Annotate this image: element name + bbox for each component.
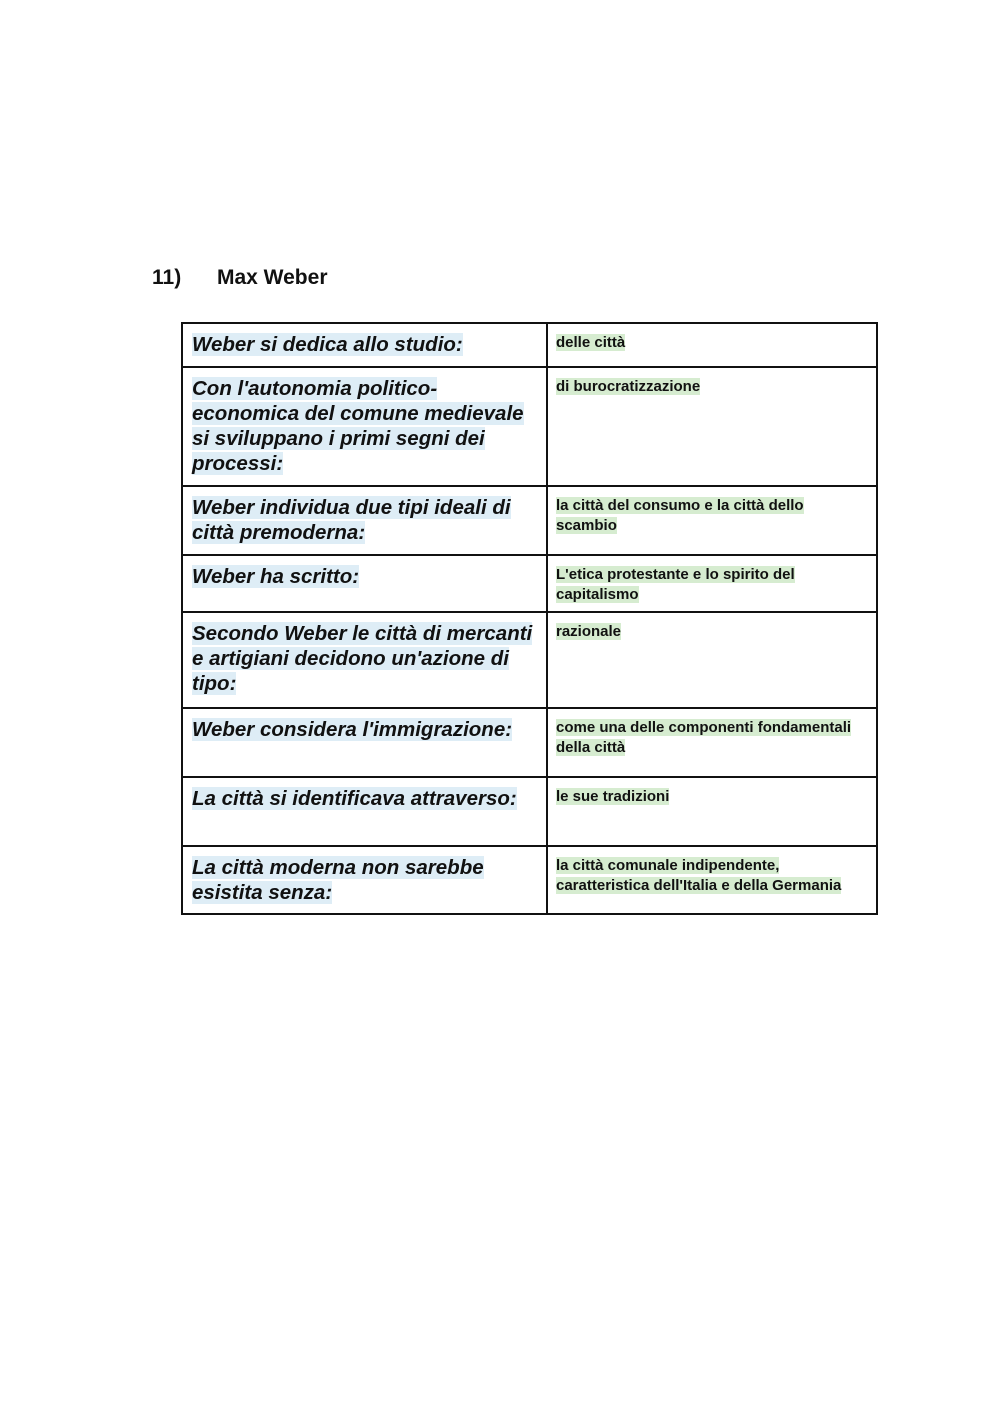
- answer-text: delle città: [556, 334, 626, 351]
- question-answer-table: [181, 322, 878, 915]
- question-cell: [182, 323, 547, 367]
- question-cell: [182, 777, 547, 846]
- answer-text: di burocratizzazione: [556, 378, 701, 395]
- table-row: [182, 323, 877, 367]
- answer-text: come una delle componenti fondamentali della città: [556, 719, 852, 756]
- question-text: La città moderna non sarebbe esistita senza:: [192, 856, 484, 904]
- answer-cell: [547, 555, 877, 612]
- table-row: [182, 555, 877, 612]
- question-text: Secondo Weber le città di mercanti e artigiani decidono un'azione di tipo:: [192, 622, 533, 695]
- table-row: [182, 777, 877, 846]
- answer-text: razionale: [556, 623, 622, 640]
- question-text: Weber considera l'immigrazione:: [192, 718, 513, 741]
- answer-cell: [547, 846, 877, 914]
- question-cell: [182, 367, 547, 486]
- answer-cell: [547, 708, 877, 777]
- table-row: [182, 846, 877, 914]
- answer-text: le sue tradizioni: [556, 788, 670, 805]
- question-cell: [182, 486, 547, 555]
- question-cell: [182, 612, 547, 708]
- section-heading: [152, 265, 328, 291]
- answer-text: L'etica protestante e lo spirito del capitalismo: [556, 566, 795, 603]
- question-cell: [182, 846, 547, 914]
- table-row: [182, 612, 877, 708]
- question-cell: [182, 555, 547, 612]
- answer-text: la città comunale indipendente, caratteristica dell'Italia e della Germania: [556, 857, 842, 894]
- section-title: Max Weber: [217, 266, 328, 289]
- answer-cell: [547, 323, 877, 367]
- answer-cell: [547, 612, 877, 708]
- question-text: Weber individua due tipi ideali di città premoderna:: [192, 496, 511, 544]
- answer-cell: [547, 486, 877, 555]
- table-row: [182, 708, 877, 777]
- answer-cell: [547, 367, 877, 486]
- question-text: Weber si dedica allo studio:: [192, 333, 463, 356]
- answer-cell: [547, 777, 877, 846]
- question-text: La città si identificava attraverso:: [192, 787, 517, 810]
- section-number: 11): [152, 266, 182, 289]
- question-text: Weber ha scritto:: [192, 565, 360, 588]
- table-row: [182, 367, 877, 486]
- table-row: [182, 486, 877, 555]
- question-text: Con l'autonomia politico-economica del comune medievale si sviluppano i primi segni dei processi:: [192, 377, 524, 475]
- answer-text: la città del consumo e la città dello scambio: [556, 497, 804, 534]
- question-cell: [182, 708, 547, 777]
